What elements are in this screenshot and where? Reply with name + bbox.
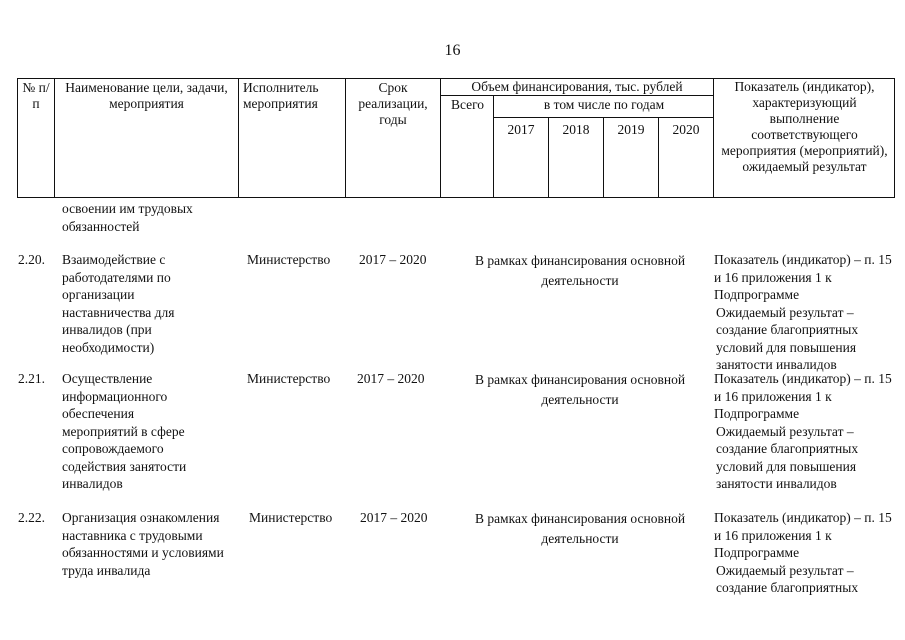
header-exec: Исполнитель мероприятия xyxy=(243,80,319,111)
header-vline xyxy=(713,78,714,198)
header-name: Наименование цели, задачи, мероприятия xyxy=(65,80,228,111)
row-name: Осуществление информационного обеспечения мероприятий в сфере сопровождаемого содействия занятости инвалидов xyxy=(62,371,187,491)
header-vline xyxy=(54,78,55,198)
row-term: 2017 – 2020 xyxy=(357,371,425,386)
header-by-years: в том числе по годам xyxy=(543,97,665,112)
header-vline xyxy=(440,78,441,198)
table-row xyxy=(0,251,905,372)
header-term: Срок реализации, годы xyxy=(358,80,428,127)
row-indicator xyxy=(714,370,896,493)
row-financing: В рамках финансирования основной деятельности xyxy=(474,253,686,288)
row-expected-result: Ожидаемый результат – создание благоприятных xyxy=(716,562,859,595)
header-hline xyxy=(493,117,713,118)
header-vline xyxy=(17,78,18,198)
row-expected-result: Ожидаемый результат – создание благоприятных условий для повышения занятости инвалидов xyxy=(716,423,859,491)
row-name: Организация ознакомления наставника с трудовыми обязанностями и условиями труда инвалида xyxy=(62,510,224,578)
table-row xyxy=(0,370,905,495)
header-vline xyxy=(894,78,895,198)
page-number: 16 xyxy=(444,42,461,59)
row-financing: В рамках финансирования основной деятельности xyxy=(474,511,686,546)
header-year: 2019 xyxy=(617,122,645,137)
header-fin: Объем финансирования, тыс. рублей xyxy=(471,79,683,94)
table-header xyxy=(17,78,895,198)
header-year: 2020 xyxy=(672,122,700,137)
header-bottom-border xyxy=(17,197,895,198)
header-vline xyxy=(493,95,494,198)
row-number: 2.22. xyxy=(18,510,45,525)
header-vline xyxy=(345,78,346,198)
row-expected-result: Ожидаемый результат – создание благоприятных условий для повышения занятости инвалидов xyxy=(716,304,859,372)
row-term: 2017 – 2020 xyxy=(360,510,428,525)
continuation-text: освоении им трудовых обязанностей xyxy=(62,201,193,234)
row-number: 2.21. xyxy=(18,371,45,386)
row-term: 2017 – 2020 xyxy=(359,252,427,267)
row-indicator xyxy=(714,251,896,374)
header-total: Всего xyxy=(450,97,485,112)
row-number: 2.20. xyxy=(18,252,45,267)
row-executor: Министерство xyxy=(247,252,331,267)
row-indicator xyxy=(714,509,896,597)
row-executor: Министерство xyxy=(249,510,333,525)
header-vline xyxy=(238,78,239,198)
header-year: 2017 xyxy=(507,122,535,137)
row-financing: В рамках финансирования основной деятельности xyxy=(474,372,686,407)
row-indicator-text: Показатель (индикатор) – п. 15 и 16 приложения 1 к Подпрограмме xyxy=(714,252,892,302)
header-hline xyxy=(440,95,713,96)
row-indicator-text: Показатель (индикатор) – п. 15 и 16 приложения 1 к Подпрограмме xyxy=(714,510,892,560)
row-executor: Министерство xyxy=(247,371,331,386)
row-indicator-text: Показатель (индикатор) – п. 15 и 16 приложения 1 к Подпрограмме xyxy=(714,371,892,421)
header-num: № п/п xyxy=(22,80,50,111)
header-year: 2018 xyxy=(562,122,590,137)
table-row xyxy=(0,509,905,634)
header-indicator: Показатель (индикатор), характеризующий выполнение соответствующего мероприятия (мероприятий), ожидаемый результат xyxy=(721,79,888,174)
row-name: Взаимодействие с работодателями по организации наставничества для инвалидов (при необходимости) xyxy=(62,252,175,355)
